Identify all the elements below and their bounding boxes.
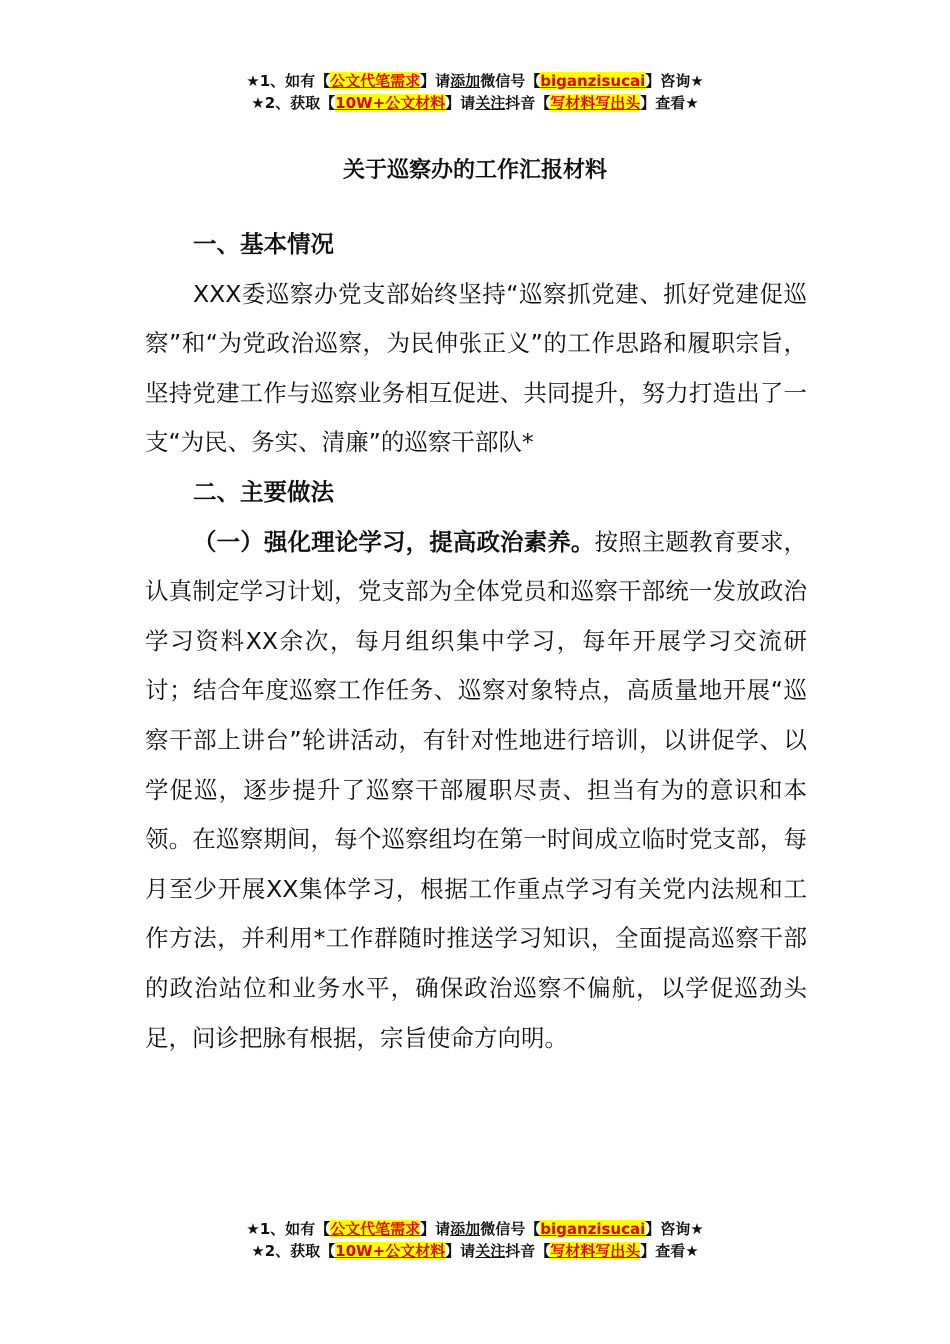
promo-line-2 <box>0 1240 950 1262</box>
promo-text: 1、如有【 <box>259 1220 331 1238</box>
promo-text: 】请 <box>445 94 476 112</box>
promo-line-1 <box>0 70 950 92</box>
promo-text: 】请 <box>420 72 451 90</box>
star-icon: ★ <box>246 72 260 90</box>
star-icon: ★ <box>685 94 699 112</box>
star-icon: ★ <box>690 72 704 90</box>
section-heading-practices: 二、主要做法 <box>193 477 334 506</box>
document-title: 关于巡察办的工作汇报材料 <box>342 158 607 183</box>
promo-text: 】查看 <box>640 94 686 112</box>
section-heading-basic: 一、基本情况 <box>193 230 334 258</box>
promo-text: 抖音【 <box>505 1242 551 1260</box>
promo-text: 微信号【 <box>480 72 541 90</box>
highlight-service: 公文代笔需求 <box>330 1220 421 1238</box>
star-icon: ★ <box>685 1242 699 1260</box>
highlight-douyin-id[interactable]: 写材料写出头 <box>550 94 641 112</box>
document-body <box>145 220 807 1063</box>
star-icon: ★ <box>251 1242 265 1260</box>
promo-text: 2、获取【 <box>264 94 336 112</box>
promo-text: 】请 <box>420 1220 451 1238</box>
promo-text: 】请 <box>445 1242 476 1260</box>
section-paragraph-practices <box>145 518 807 1064</box>
promo-text: 】咨询 <box>645 1220 691 1238</box>
item-body: 按照主题教育要求，认真制定学习计划，党支部为全体党员和巡察干部统一发放政治学习资料XX余次，每月组织集中学习，每年开展学习交流研讨；结合年度巡察工作任务、巡察对象特点，高质量地开展“巡察干部上讲台”轮讲活动，有针对性地进行培训，以讲促学、以学促巡，逐步提升了巡察干部履职尽责、担当有为的意识和本领。在巡察期间，每个巡察组均在第一时间成立临时党支部，每月至少开展XX集体学习，根据工作重点学习有关党内法规和工作方法，并利用*工作群随时推送学习知识，全面提高巡察干部的政治站位和业务水平，确保政治巡察不偏航，以学促巡劲头足，问诊把脉有根据，宗旨使命方向明。 <box>145 527 808 1052</box>
underlined-follow: 关注 <box>475 94 506 112</box>
promo-line-1 <box>0 1218 950 1240</box>
item-lead: （一）强化理论学习，提高政治素养。 <box>193 527 595 556</box>
promo-header <box>0 70 950 114</box>
star-icon: ★ <box>690 1220 704 1238</box>
promo-text: 】咨询 <box>645 72 691 90</box>
highlight-materials: 10W+公文材料 <box>335 94 446 112</box>
promo-text: 1、如有【 <box>259 72 331 90</box>
promo-line-2 <box>0 92 950 114</box>
star-icon: ★ <box>251 94 265 112</box>
underlined-follow: 关注 <box>475 1242 506 1260</box>
promo-text: 】查看 <box>640 1242 686 1260</box>
promo-text: 微信号【 <box>480 1220 541 1238</box>
underlined-add: 添加 <box>450 1220 481 1238</box>
highlight-materials: 10W+公文材料 <box>335 1242 446 1260</box>
promo-text: 抖音【 <box>505 94 551 112</box>
highlight-douyin-id[interactable]: 写材料写出头 <box>550 1242 641 1260</box>
highlight-service: 公文代笔需求 <box>330 72 421 90</box>
underlined-add: 添加 <box>450 72 481 90</box>
highlight-wechat-id[interactable]: biganzisucai <box>540 1220 646 1238</box>
promo-footer <box>0 1218 950 1262</box>
highlight-wechat-id[interactable]: biganzisucai <box>540 72 646 90</box>
promo-text: 2、获取【 <box>264 1242 336 1260</box>
star-icon: ★ <box>246 1220 260 1238</box>
section-paragraph-basic: XXX委巡察办党支部始终坚持“巡察抓党建、抓好党建促巡察”和“为党政治巡察，为民伸张正义”的工作思路和履职宗旨，坚持党建工作与巡察业务相互促进、共同提升，努力打造出了一支“为民、务实、清廉”的巡察干部队* <box>145 279 807 457</box>
